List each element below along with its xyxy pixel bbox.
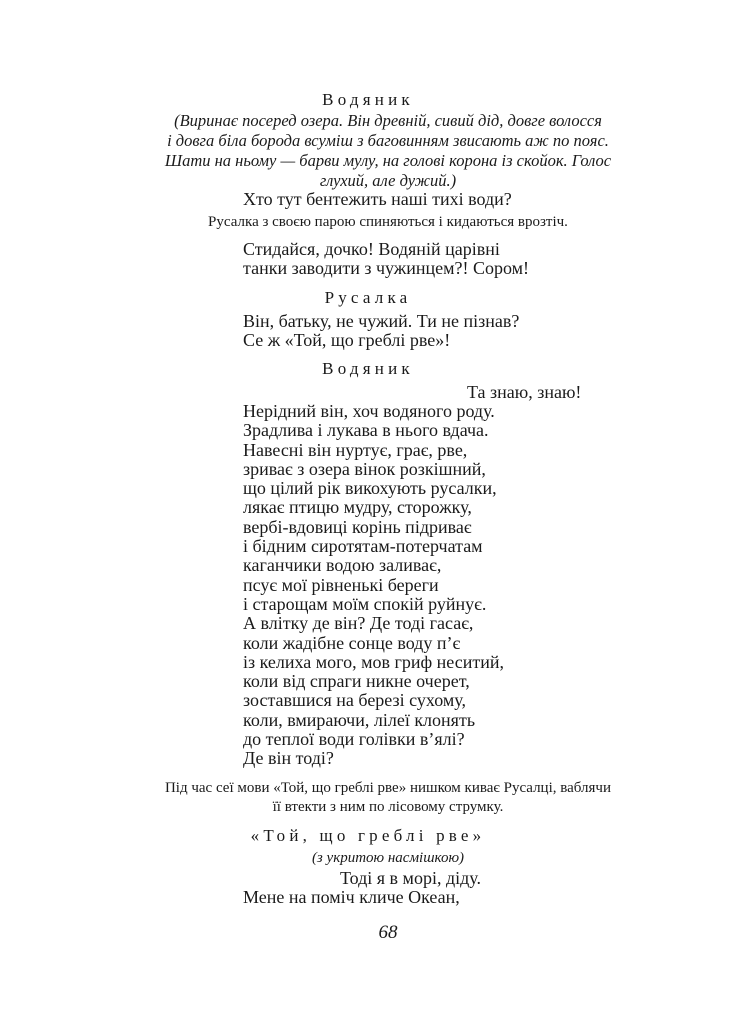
- verse-stanza: [243, 402, 504, 769]
- verse-line: Се ж «Той, що греблі рве»!: [243, 330, 451, 351]
- verse-line: Нерідний він, хоч водяного роду.: [243, 401, 495, 421]
- verse-stanza: [243, 240, 529, 279]
- verse-line-indented: Та знаю, знаю!: [467, 382, 582, 402]
- stage-direction-line: (Виринає посеред озера. Він древній, сивий дід, довге волосся: [174, 111, 602, 130]
- stage-direction-line: і довга біла борода всуміш з баговинням звисають аж по пояс.: [167, 131, 609, 150]
- stage-direction-line: глухий, але дужий.): [319, 171, 457, 190]
- verse-line: Хто тут бентежить наші тихі води?: [243, 189, 512, 209]
- verse-stanza: [243, 312, 519, 351]
- stage-direction: [0, 779, 736, 817]
- verse-line: лякає птицю мудру, сторожку,: [243, 497, 472, 518]
- verse-line: і старощам моїм спокій руйнує.: [243, 593, 487, 614]
- speaker-name: Русалка: [324, 288, 412, 307]
- stage-direction: (з укритою насмішкою): [311, 850, 465, 866]
- verse-line: вербі-вдовиці корінь підриває: [243, 516, 472, 537]
- verse-line: що цілий рік викохують русалки,: [243, 478, 497, 499]
- verse-line: із келиха мого, мов гриф неситий,: [243, 651, 504, 672]
- verse-line: Стидайся, дочко! Водяній царівні: [243, 239, 500, 259]
- stage-direction-line: Під час сеї мови «Той, що греблі рве» нишком киває Русалці, ваблячи: [164, 780, 612, 796]
- speaker-name: Водяник: [322, 90, 414, 109]
- verse-line: каганчики водою заливає,: [243, 555, 442, 576]
- speaker-name: «Той, що греблі рве»: [250, 826, 486, 845]
- verse-line: псує мої рівненькі береги: [243, 574, 439, 595]
- verse-line: Він, батьку, не чужий. Ти не пізнав?: [243, 311, 520, 331]
- verse-line: Навесні він нуртує, грає, рве,: [243, 439, 468, 460]
- verse-line: зоставшися на березі сухому,: [243, 690, 466, 711]
- verse-line: танки заводити з чужинцем?! Сором!: [243, 258, 530, 279]
- verse-stanza: [243, 888, 460, 907]
- verse-line: А влітку де він? Де тоді гасає,: [243, 613, 474, 634]
- stage-direction-line: її втекти з ним по лісовому струмку.: [272, 799, 504, 815]
- stage-direction: Русалка з своєю парою спиняються і кидаються врозтіч.: [208, 214, 568, 230]
- verse-line: і бідним сиротятам-потерчатам: [243, 536, 483, 557]
- verse-line: коли, вмираючи, лілеї клонять: [243, 709, 476, 730]
- page-number: 68: [378, 922, 398, 943]
- speaker-name: Водяник: [322, 359, 414, 378]
- verse-line: зриває з озера вінок розкішний,: [243, 458, 486, 479]
- verse-line: Де він тоді?: [243, 748, 334, 769]
- verse-line: Мене на поміч кличе Океан,: [243, 887, 460, 907]
- verse-line: коли від спраги никне очерет,: [243, 671, 470, 692]
- verse-line: коли жадібне сонце воду п’є: [243, 632, 461, 653]
- verse-line: Зрадлива і лукава в нього вдача.: [243, 420, 489, 441]
- verse-line-indented: Тоді я в морі, діду.: [340, 868, 481, 888]
- stage-direction-line: Шати на ньому — барви мулу, на голові корона із скойок. Голос: [164, 151, 612, 170]
- stage-direction: [0, 111, 736, 191]
- verse-line: до теплої води голівки в’ялі?: [243, 729, 465, 750]
